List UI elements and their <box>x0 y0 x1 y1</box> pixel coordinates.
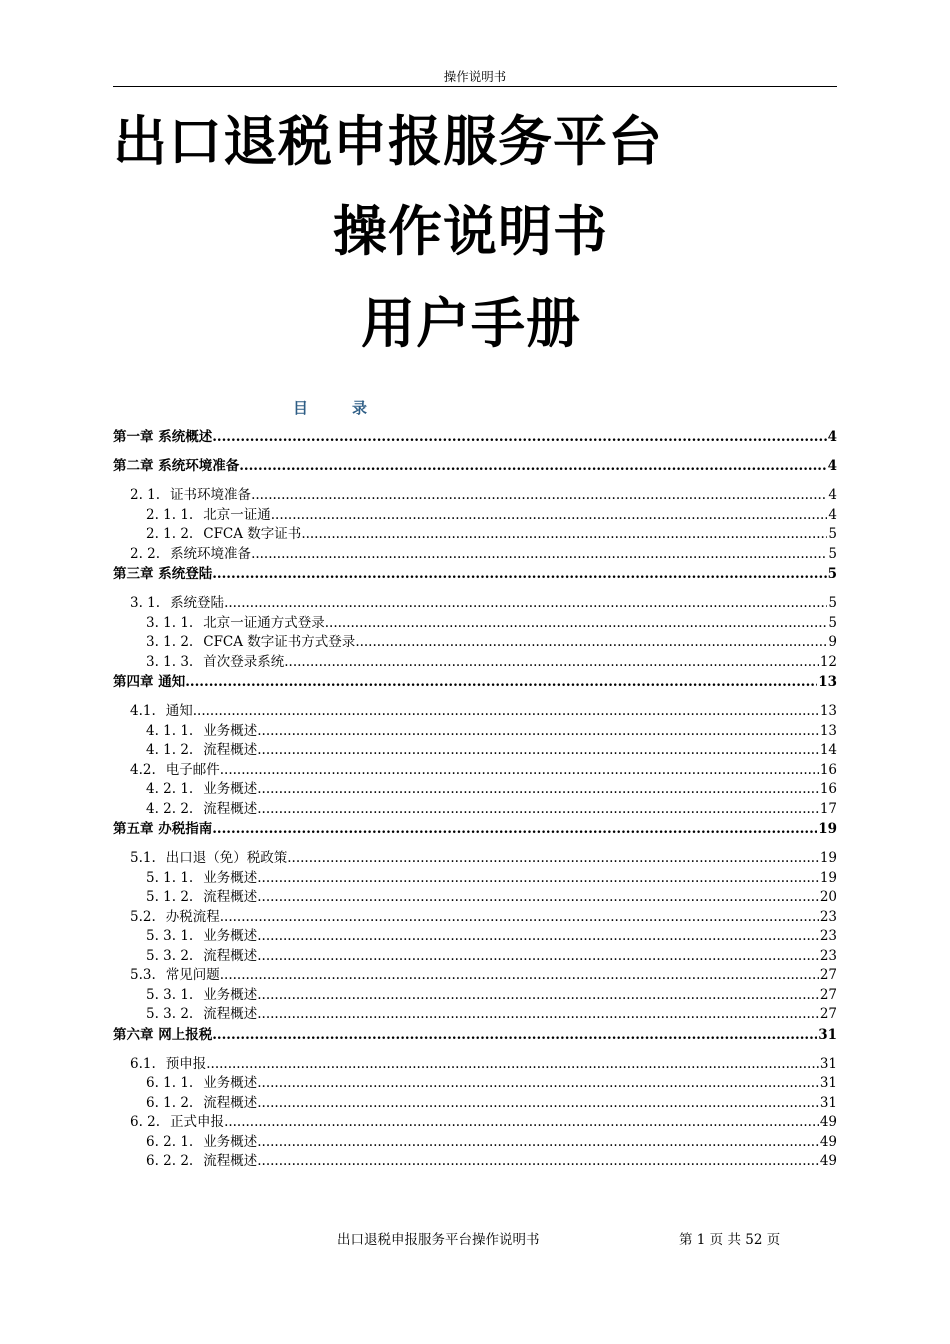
toc-chapter-entry[interactable] <box>113 673 837 693</box>
toc-page-number: 16 <box>819 761 837 778</box>
toc-leader-dots <box>257 947 819 967</box>
toc-section-entry[interactable] <box>113 1113 837 1133</box>
table-of-contents <box>113 428 837 1172</box>
toc-leader-dots <box>271 506 828 526</box>
toc-section-entry[interactable] <box>113 722 837 742</box>
toc-section-entry[interactable] <box>113 545 837 565</box>
toc-page-number: 14 <box>819 742 837 758</box>
toc-leader-dots <box>257 1152 819 1172</box>
toc-leader-dots <box>206 1055 819 1075</box>
toc-leader-dots <box>257 1005 819 1025</box>
toc-page-number: 4 <box>827 429 837 445</box>
toc-entry-text: 流程概述 <box>203 889 258 905</box>
toc-leader-dots <box>257 869 819 889</box>
toc-section-entry[interactable] <box>113 486 837 506</box>
toc-section-entry[interactable] <box>113 1074 837 1094</box>
toc-page-number: 23 <box>819 947 837 964</box>
toc-page-number: 17 <box>819 800 837 817</box>
toc-leader-dots <box>257 1074 819 1094</box>
toc-section-entry[interactable] <box>113 780 837 800</box>
toc-entry-text: 北京一证通方式登录 <box>203 614 325 631</box>
toc-entry-number: 6. 1. 2. <box>146 1094 194 1111</box>
toc-page-number: 12 <box>819 653 837 670</box>
toc-page-number: 4 <box>828 506 837 523</box>
toc-section-entry[interactable] <box>113 702 837 722</box>
toc-page-number: 31 <box>819 1055 837 1072</box>
toc-entry-number: 6. 2. <box>130 1114 161 1130</box>
toc-page-number: 23 <box>819 928 837 944</box>
toc-section-entry[interactable] <box>113 986 837 1006</box>
toc-chapter-entry[interactable] <box>113 428 837 448</box>
toc-page-number: 4 <box>828 487 837 503</box>
toc-section-entry[interactable] <box>113 1005 837 1025</box>
toc-leader-dots <box>185 673 817 693</box>
toc-leader-dots <box>220 908 819 928</box>
toc-entry-text: CFCA 数字证书方式登录 <box>203 634 356 650</box>
toc-leader-dots <box>220 761 819 781</box>
toc-page-number: 27 <box>819 967 837 983</box>
toc-section-entry[interactable] <box>113 966 837 986</box>
toc-chapter-entry[interactable] <box>113 457 837 477</box>
toc-entry-text: 电子邮件 <box>165 761 220 778</box>
toc-page-number: 4 <box>827 458 837 474</box>
toc-page-number: 23 <box>819 908 837 925</box>
toc-leader-dots <box>257 741 819 761</box>
toc-entry-text: 流程概述 <box>203 1094 258 1111</box>
toc-section-entry[interactable] <box>113 908 837 928</box>
toc-entry-text: 出口退（免）税政策 <box>165 850 288 866</box>
toc-entry-number: 3. 1. 2. <box>146 634 194 650</box>
toc-section-entry[interactable] <box>113 741 837 761</box>
toc-entry-number: 5.3. <box>130 967 156 983</box>
footer-doc-title: 出口退税申报服务平台操作说明书 <box>337 1232 540 1248</box>
toc-page-number: 13 <box>819 703 837 719</box>
toc-leader-dots <box>257 1133 819 1153</box>
toc-page-number: 49 <box>819 1153 837 1169</box>
toc-entry-number: 5. 1. 2. <box>146 889 194 905</box>
toc-section-entry[interactable] <box>113 849 837 869</box>
toc-page-number: 13 <box>818 674 837 690</box>
toc-leader-dots <box>257 888 819 908</box>
toc-entry-text: 通知 <box>165 703 193 719</box>
toc-page-number: 19 <box>819 869 837 886</box>
toc-entry-text: 正式申报 <box>170 1114 225 1130</box>
toc-entry-number: 4. 2. 1. <box>146 781 194 797</box>
toc-section-entry[interactable] <box>113 653 837 673</box>
toc-section-entry[interactable] <box>113 633 837 653</box>
toc-entry-number: 5. 3. 1. <box>146 986 194 1003</box>
toc-entry-number: 2. 1. <box>130 487 161 503</box>
toc-section-entry[interactable] <box>113 1094 837 1114</box>
toc-leader-dots <box>301 525 827 545</box>
header-rule <box>113 86 837 87</box>
toc-leader-dots <box>239 457 826 477</box>
toc-entry-text: 业务概述 <box>203 1133 258 1150</box>
toc-heading-char-2: 录 <box>352 399 368 417</box>
toc-entry-number: 5. 3. 2. <box>146 947 194 964</box>
toc-entry-text: 第一章 系统概述 <box>113 429 213 445</box>
toc-entry-text: 办税流程 <box>165 908 220 925</box>
toc-leader-dots <box>212 1026 817 1046</box>
toc-entry-text: 第三章 系统登陆 <box>113 566 213 582</box>
toc-entry-number: 5.1. <box>130 850 156 866</box>
toc-entry-text: 流程概述 <box>203 1153 258 1169</box>
toc-entry-number: 2. 1. 2. <box>146 526 194 542</box>
toc-leader-dots <box>257 780 819 800</box>
toc-leader-dots <box>251 486 827 506</box>
toc-entry-number: 4. 2. 2. <box>146 800 194 817</box>
toc-leader-dots <box>257 800 819 820</box>
toc-page-number: 20 <box>819 889 837 905</box>
toc-leader-dots <box>251 545 827 565</box>
toc-entry-text: 北京一证通 <box>203 506 271 523</box>
toc-page-number: 5 <box>828 545 837 562</box>
toc-entry-number: 4.1. <box>130 703 156 719</box>
toc-leader-dots <box>355 633 827 653</box>
toc-entry-text: 业务概述 <box>203 1075 258 1091</box>
toc-entry-number: 6.1. <box>130 1055 156 1072</box>
toc-leader-dots <box>220 966 819 986</box>
toc-section-entry[interactable] <box>113 1055 837 1075</box>
toc-entry-text: 第二章 系统环境准备 <box>113 458 240 474</box>
toc-entry-number: 2. 1. 1. <box>146 506 194 523</box>
title-line-1: 出口退税申报服务平台 <box>113 110 663 173</box>
toc-entry-number: 4.2. <box>130 761 156 778</box>
toc-page-number: 19 <box>819 850 837 866</box>
toc-leader-dots <box>257 927 819 947</box>
toc-leader-dots <box>224 594 827 614</box>
toc-page-number: 49 <box>819 1133 837 1150</box>
toc-entry-text: 预申报 <box>165 1055 207 1072</box>
toc-entry-text: 第五章 办税指南 <box>113 821 213 837</box>
toc-page-number: 9 <box>828 634 837 650</box>
toc-entry-number: 5. 3. 2. <box>146 1006 194 1022</box>
title-line-3: 用户手册 <box>361 292 581 355</box>
toc-section-entry[interactable] <box>113 525 837 545</box>
toc-entry-number: 4. 1. 1. <box>146 722 194 739</box>
toc-entry-number: 2. 2. <box>130 545 161 562</box>
toc-leader-dots <box>193 702 819 722</box>
toc-page-number: 31 <box>818 1026 837 1043</box>
toc-entry-number: 6. 1. 1. <box>146 1075 194 1091</box>
toc-entry-text: 流程概述 <box>203 947 258 964</box>
toc-page-number: 16 <box>819 781 837 797</box>
footer-page-number: 第 1 页 共 52 页 <box>679 1232 781 1248</box>
toc-entry-text: 业务概述 <box>203 986 258 1003</box>
toc-page-number: 49 <box>819 1114 837 1130</box>
toc-entry-text: 流程概述 <box>203 1006 258 1022</box>
toc-section-entry[interactable] <box>113 869 837 889</box>
toc-chapter-entry[interactable] <box>113 565 837 585</box>
toc-section-entry[interactable] <box>113 927 837 947</box>
toc-page-number: 31 <box>819 1075 837 1091</box>
toc-heading-char-1: 目 <box>293 399 309 417</box>
toc-page-number: 19 <box>818 821 837 837</box>
title-line-2: 操作说明书 <box>333 200 608 263</box>
toc-entry-number: 3. 1. 3. <box>146 653 194 670</box>
toc-leader-dots <box>224 1113 819 1133</box>
toc-chapter-entry[interactable] <box>113 820 837 840</box>
toc-entry-text: 第四章 通知 <box>113 674 186 690</box>
toc-leader-dots <box>212 820 817 840</box>
toc-entry-number: 3. 1. <box>130 595 161 611</box>
toc-entry-text: 流程概述 <box>203 800 258 817</box>
toc-entry-number: 6. 2. 2. <box>146 1153 194 1169</box>
toc-entry-text: 第六章 网上报税 <box>113 1026 213 1043</box>
toc-page-number: 13 <box>819 722 837 739</box>
toc-entry-text: 业务概述 <box>203 781 258 797</box>
toc-entry-text: 流程概述 <box>203 742 258 758</box>
toc-leader-dots <box>325 614 828 634</box>
toc-section-entry[interactable] <box>113 888 837 908</box>
toc-entry-text: 业务概述 <box>203 869 258 886</box>
toc-entry-text: 系统环境准备 <box>170 545 252 562</box>
toc-section-entry[interactable] <box>113 614 837 634</box>
toc-section-entry[interactable] <box>113 1152 837 1172</box>
toc-page-number: 5 <box>827 566 837 582</box>
toc-entry-text: 业务概述 <box>203 722 258 739</box>
toc-entry-text: 首次登录系统 <box>203 653 285 670</box>
toc-entry-number: 4. 1. 2. <box>146 742 194 758</box>
toc-entry-text: 业务概述 <box>203 928 258 944</box>
toc-section-entry[interactable] <box>113 506 837 526</box>
toc-leader-dots <box>212 565 826 585</box>
toc-page-number: 27 <box>819 1006 837 1022</box>
toc-chapter-entry[interactable] <box>113 1026 837 1046</box>
toc-entry-number: 5.2. <box>130 908 156 925</box>
toc-leader-dots <box>284 653 819 673</box>
toc-entry-number: 3. 1. 1. <box>146 614 194 631</box>
toc-leader-dots <box>257 722 819 742</box>
toc-entry-text: CFCA 数字证书 <box>203 526 302 542</box>
toc-section-entry[interactable] <box>113 947 837 967</box>
toc-page-number: 5 <box>828 595 837 611</box>
toc-leader-dots <box>212 428 826 448</box>
toc-entry-text: 常见问题 <box>165 967 220 983</box>
toc-entry-number: 5. 3. 1. <box>146 928 194 944</box>
toc-leader-dots <box>287 849 819 869</box>
toc-section-entry[interactable] <box>113 800 837 820</box>
toc-entry-number: 5. 1. 1. <box>146 869 194 886</box>
toc-leader-dots <box>257 986 819 1006</box>
toc-section-entry[interactable] <box>113 761 837 781</box>
toc-page-number: 31 <box>819 1094 837 1111</box>
toc-leader-dots <box>257 1094 819 1114</box>
toc-page-number: 5 <box>828 614 837 631</box>
page-header: 操作说明书 <box>443 69 507 84</box>
toc-page-number: 27 <box>819 986 837 1003</box>
toc-section-entry[interactable] <box>113 594 837 614</box>
toc-entry-number: 6. 2. 1. <box>146 1133 194 1150</box>
toc-section-entry[interactable] <box>113 1133 837 1153</box>
toc-page-number: 5 <box>828 526 837 542</box>
toc-entry-text: 系统登陆 <box>170 595 225 611</box>
toc-entry-text: 证书环境准备 <box>170 487 252 503</box>
